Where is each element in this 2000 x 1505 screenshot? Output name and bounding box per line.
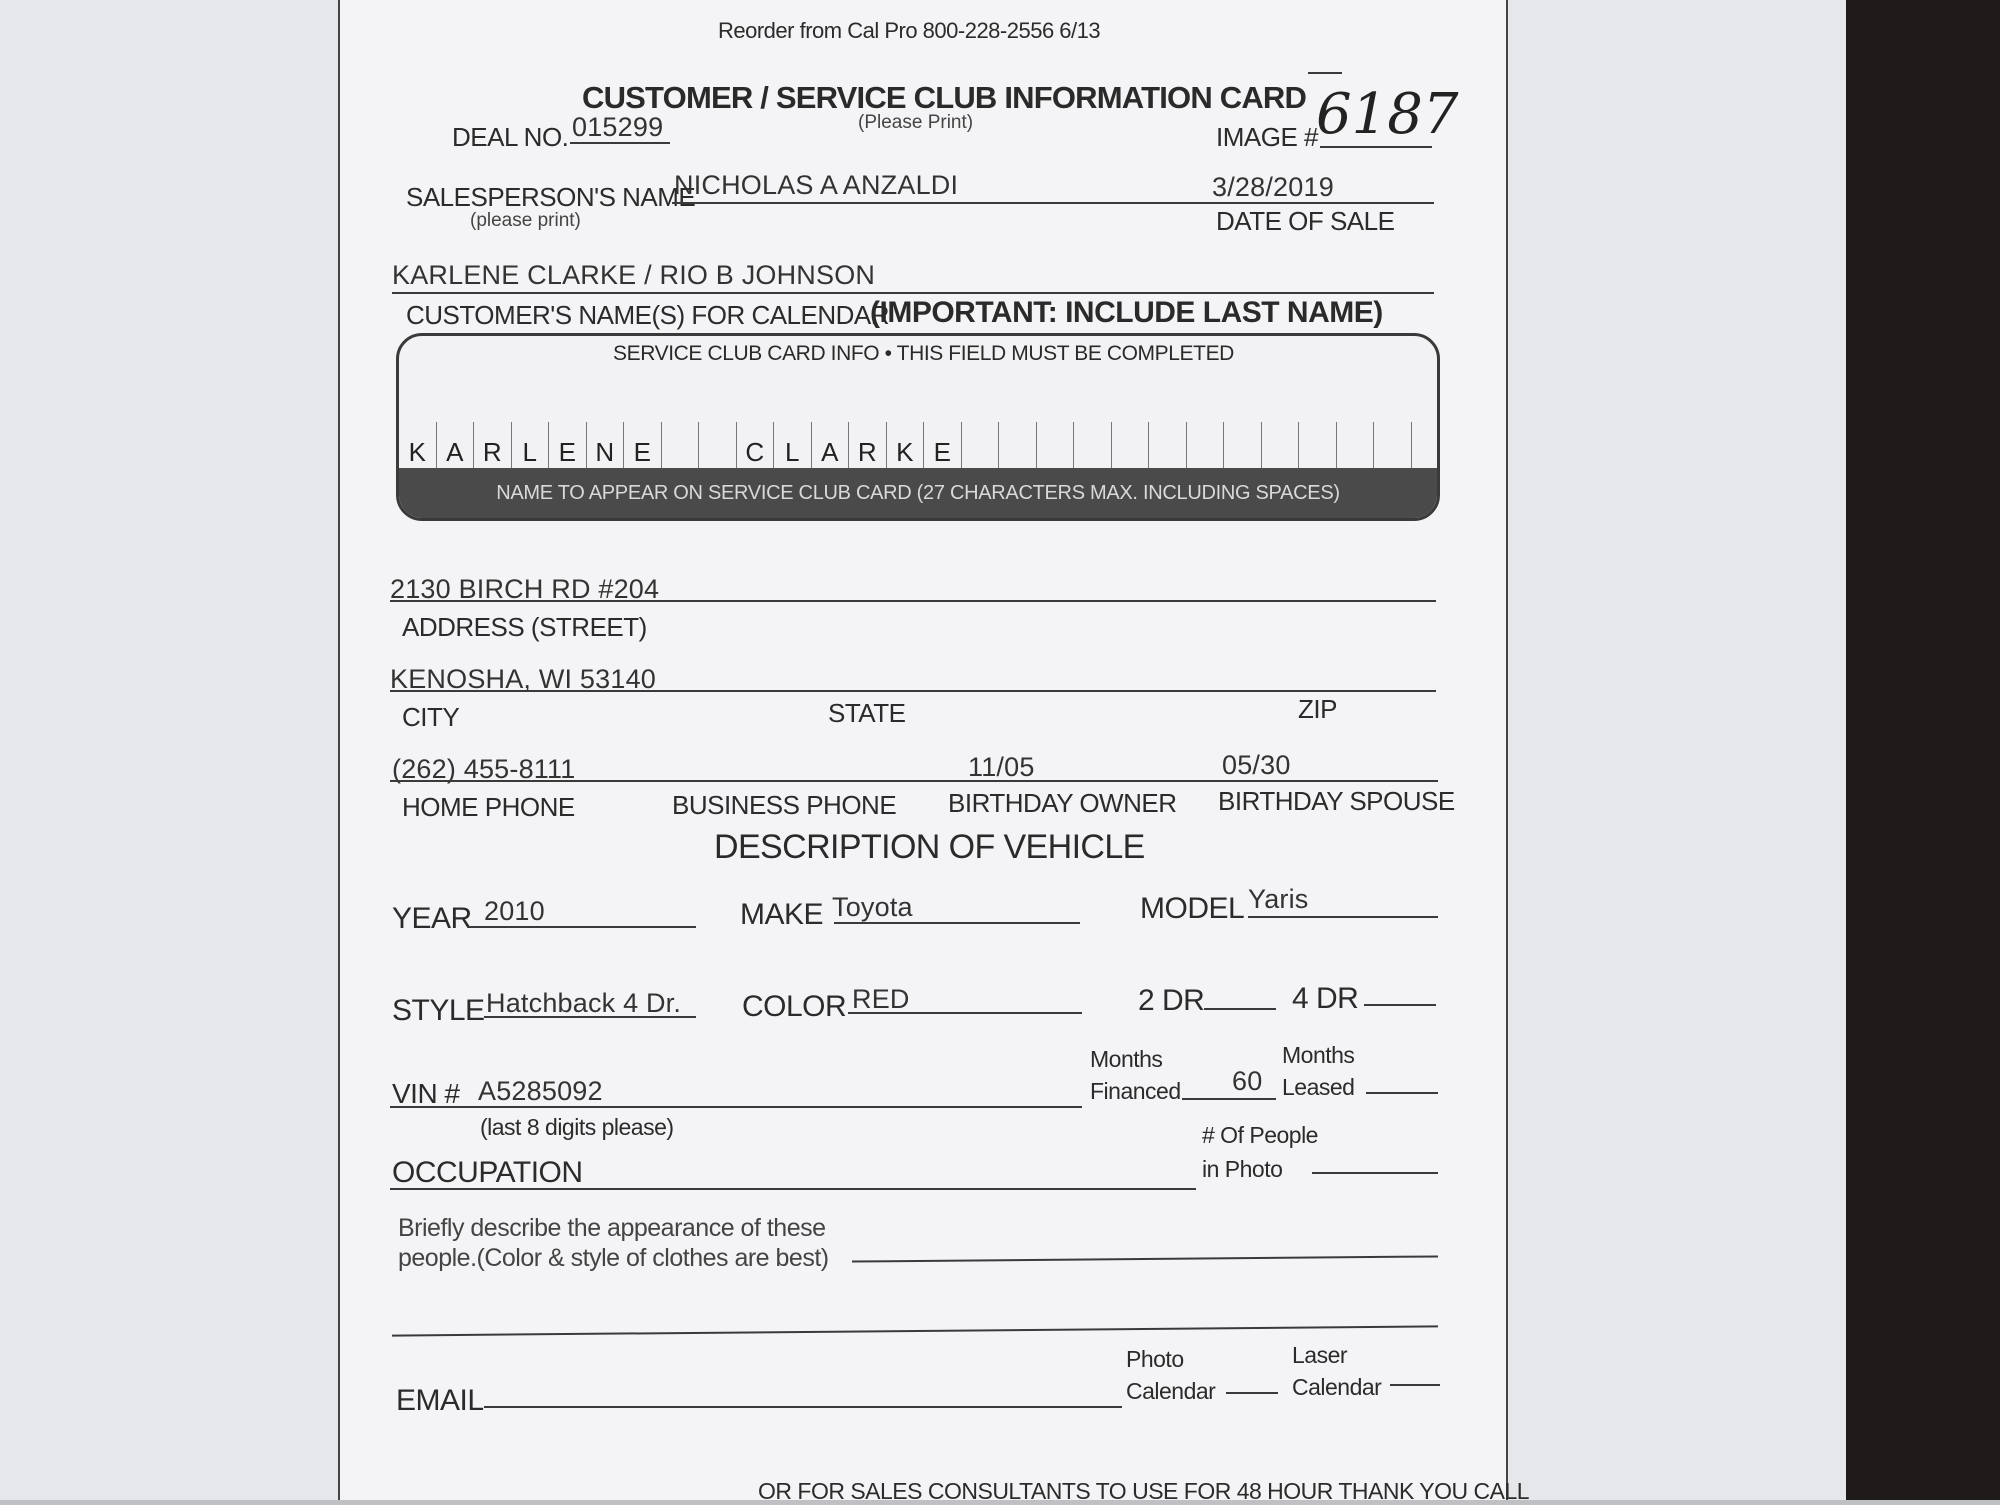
image-no-value: 6187	[1316, 82, 1459, 147]
home-phone-value: (262) 455-8111	[392, 754, 576, 784]
months-financed-label-top: Months	[1090, 1046, 1163, 1072]
club-char-cell: E	[924, 422, 962, 468]
date-of-sale-value: 3/28/2019	[1212, 172, 1334, 202]
city-label: CITY	[402, 702, 460, 732]
vin-value: A5285092	[478, 1076, 603, 1106]
color-value: RED	[852, 984, 910, 1014]
describe-label-line2: people.(Color & style of clothes are best)	[398, 1244, 829, 1272]
model-value: Yaris	[1248, 884, 1309, 914]
months-financed-value: 60	[1232, 1066, 1263, 1096]
reorder-note: Reorder from Cal Pro 800-228-2556 6/13	[718, 18, 1101, 43]
months-leased-label-top: Months	[1282, 1042, 1355, 1068]
club-char-cell	[662, 422, 700, 468]
deal-no-label: DEAL NO.	[452, 122, 569, 152]
make-value: Toyota	[832, 892, 913, 922]
months-leased-label-bottom: Leased	[1282, 1074, 1355, 1100]
customer-names-label: CUSTOMER'S NAME(S) FOR CALENDAR	[406, 300, 890, 330]
club-char-cell: E	[549, 422, 587, 468]
club-char-cell	[962, 422, 1000, 468]
business-phone-label: BUSINESS PHONE	[672, 790, 897, 820]
club-char-cell	[1412, 422, 1441, 468]
people-in-photo-label-bottom: in Photo	[1202, 1156, 1283, 1182]
year-value: 2010	[484, 896, 545, 926]
zip-label: ZIP	[1298, 694, 1337, 724]
email-label: EMAIL	[396, 1384, 484, 1417]
club-char-cell	[1262, 422, 1300, 468]
four-door-label: 4 DR	[1292, 982, 1359, 1015]
club-char-cell	[1299, 422, 1337, 468]
home-phone-label: HOME PHONE	[402, 792, 575, 822]
occupation-label: OCCUPATION	[392, 1156, 583, 1189]
club-char-cell	[1037, 422, 1075, 468]
model-label: MODEL	[1140, 892, 1245, 925]
photo-calendar-label-top: Photo	[1126, 1346, 1184, 1372]
salesperson-sub-label: (please print)	[470, 210, 581, 231]
state-label: STATE	[828, 698, 906, 728]
birthday-owner-label: BIRTHDAY OWNER	[948, 788, 1177, 818]
vin-sub-label: (last 8 digits please)	[480, 1114, 674, 1140]
deal-no-value: 015299	[572, 112, 664, 142]
club-char-cell: L	[512, 422, 550, 468]
club-char-cell	[1187, 422, 1225, 468]
form-title: CUSTOMER / SERVICE CLUB INFORMATION CARD	[582, 80, 1307, 115]
club-char-cell: R	[474, 422, 512, 468]
style-label: STYLE	[392, 994, 485, 1027]
please-print-note: (Please Print)	[858, 112, 974, 133]
make-label: MAKE	[740, 898, 824, 931]
address-value: 2130 BIRCH RD #204	[390, 574, 660, 604]
customer-important-note: (IMPORTANT: INCLUDE LAST NAME)	[870, 296, 1383, 329]
people-in-photo-label-top: # Of People	[1202, 1122, 1318, 1148]
club-char-cell	[1074, 422, 1112, 468]
salesperson-value: NICHOLAS A ANZALDI	[674, 170, 959, 200]
club-char-cell	[999, 422, 1037, 468]
club-char-cell: K	[887, 422, 925, 468]
club-char-cell	[1224, 422, 1262, 468]
two-door-label: 2 DR	[1138, 984, 1205, 1017]
laser-calendar-label-bottom: Calendar	[1292, 1374, 1382, 1400]
club-char-cell	[1112, 422, 1150, 468]
laser-calendar-label-top: Laser	[1292, 1342, 1348, 1368]
club-char-cell: C	[737, 422, 775, 468]
color-label: COLOR	[742, 990, 847, 1023]
club-char-cell: N	[587, 422, 625, 468]
club-char-cell: R	[849, 422, 887, 468]
vehicle-heading: DESCRIPTION OF VEHICLE	[714, 828, 1145, 866]
club-char-cell: K	[399, 422, 437, 468]
vin-label: VIN #	[392, 1078, 460, 1109]
dark-background	[1846, 0, 2000, 1500]
birthday-spouse-value: 05/30	[1222, 750, 1291, 780]
club-char-cell	[1149, 422, 1187, 468]
describe-label-line1: Briefly describe the appearance of these	[398, 1214, 826, 1242]
birthday-owner-value: 11/05	[968, 752, 1035, 782]
style-value: Hatchback 4 Dr.	[486, 988, 682, 1018]
service-club-box	[396, 333, 1440, 521]
months-financed-label-bottom: Financed	[1090, 1078, 1181, 1104]
city-state-zip-value: KENOSHA, WI 53140	[390, 664, 657, 694]
customer-names-value: KARLENE CLARKE / RIO B JOHNSON	[392, 260, 876, 290]
date-of-sale-label: DATE OF SALE	[1216, 206, 1395, 236]
salesperson-label: SALESPERSON'S NAME	[406, 182, 696, 212]
service-club-name-cells	[399, 422, 1440, 468]
club-char-cell	[699, 422, 737, 468]
photo-calendar-label-bottom: Calendar	[1126, 1378, 1216, 1404]
birthday-spouse-label: BIRTHDAY SPOUSE	[1218, 786, 1455, 816]
club-char-cell	[1374, 422, 1412, 468]
club-char-cell	[1337, 422, 1375, 468]
club-char-cell: A	[437, 422, 475, 468]
service-club-footer: NAME TO APPEAR ON SERVICE CLUB CARD (27 CHARACTERS MAX. INCLUDING SPACES)	[399, 468, 1437, 518]
year-label: YEAR	[392, 902, 472, 935]
address-label: ADDRESS (STREET)	[402, 612, 647, 642]
bottom-note: OR FOR SALES CONSULTANTS TO USE FOR 48 HOUR THANK YOU CALL	[758, 1478, 1530, 1504]
club-char-cell: E	[624, 422, 662, 468]
information-card	[338, 0, 1530, 1504]
club-char-cell: A	[812, 422, 850, 468]
club-char-cell: L	[774, 422, 812, 468]
image-no-label: IMAGE #	[1216, 122, 1318, 152]
service-club-header: SERVICE CLUB CARD INFO • THIS FIELD MUST BE COMPLETED	[613, 342, 1234, 365]
